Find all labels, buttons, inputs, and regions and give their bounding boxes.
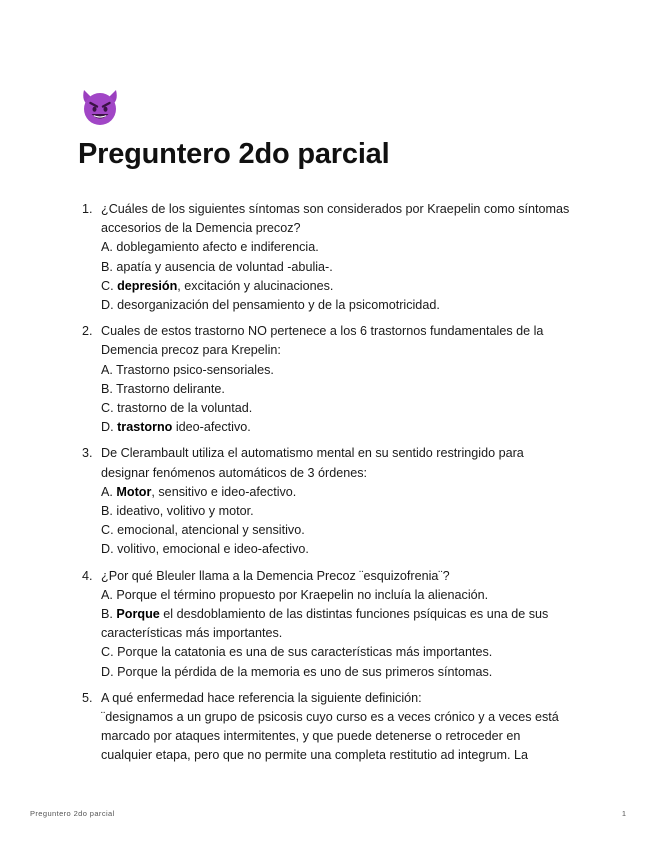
answer-option bbox=[101, 418, 587, 437]
option-bold-word: depresión bbox=[117, 278, 178, 293]
question-text: Demencia precoz para Krepelin: bbox=[101, 343, 281, 358]
question-number: 3. bbox=[82, 446, 93, 461]
option-text: ideo-afectivo. bbox=[172, 420, 251, 435]
answer-option: B. Trastorno delirante. bbox=[101, 381, 225, 396]
question-body bbox=[101, 567, 587, 682]
question-item bbox=[82, 444, 587, 559]
question-item bbox=[82, 322, 587, 437]
answer-option: C. emocional, atencional y sensitivo. bbox=[101, 523, 305, 538]
question-text: designar fenómenos automáticos de 3 órdenes: bbox=[101, 465, 368, 480]
question-number: 5. bbox=[82, 690, 93, 705]
answer-option: D. volitivo, emocional e ideo-afectivo. bbox=[101, 542, 309, 557]
option-bold-word: Porque bbox=[116, 607, 160, 622]
question-body bbox=[101, 200, 587, 315]
question-text: accesorios de la Demencia precoz? bbox=[101, 221, 301, 236]
option-prefix: C. bbox=[101, 278, 118, 293]
question-item bbox=[82, 567, 587, 682]
option-text: , excitación y alucinaciones. bbox=[177, 278, 334, 293]
answer-option: B. apatía y ausencia de voluntad -abulia-. bbox=[101, 259, 333, 274]
question-text: ¿Por qué Bleuler llama a la Demencia Precoz ¨esquizofrenia¨? bbox=[101, 568, 450, 583]
answer-option: A. doblegamiento afecto e indiferencia. bbox=[101, 240, 319, 255]
question-body bbox=[101, 689, 587, 766]
question-text: De Clerambault utiliza el automatismo mental en su sentido restringido para bbox=[101, 446, 524, 461]
answer-option: D. desorganización del pensamiento y de la psicomotricidad. bbox=[101, 298, 440, 313]
answer-option: C. Porque la catatonia es una de sus características más importantes. bbox=[101, 645, 493, 660]
option-text: el desdoblamiento de las distintas funciones psíquicas es una de sus bbox=[159, 607, 549, 622]
answer-option: A. Porque el término propuesto por Kraepelin no incluía la alienación. bbox=[101, 587, 489, 602]
answer-option: D. Porque la pérdida de la memoria es uno de sus primeros síntomas. bbox=[101, 664, 493, 679]
question-text: ¿Cuáles de los siguientes síntomas son considerados por Kraepelin como síntomas bbox=[101, 202, 570, 216]
footer-title: Preguntero 2do parcial bbox=[30, 809, 115, 818]
question-text: cualquier etapa, pero que no permite una completa restitutio ad integrum. La bbox=[101, 748, 529, 763]
question-text: marcado por ataques intermitentes, y que puede detenerse o retroceder en bbox=[101, 729, 521, 744]
answer-option bbox=[101, 605, 587, 624]
question-body bbox=[101, 444, 587, 559]
option-bold-word: trastorno bbox=[117, 420, 173, 435]
smiling-imp-emoji-icon bbox=[78, 84, 122, 128]
answer-option bbox=[101, 277, 587, 296]
option-prefix: B. bbox=[101, 607, 117, 622]
answer-option: C. trastorno de la voluntad. bbox=[101, 401, 253, 416]
answer-option: B. ideativo, volitivo y motor. bbox=[101, 504, 254, 519]
page-title: Preguntero 2do parcial bbox=[78, 138, 390, 170]
answer-option: características más importantes. bbox=[101, 626, 283, 641]
question-text: Cuales de estos trastorno NO pertenece a los 6 trastornos fundamentales de la bbox=[101, 324, 544, 339]
question-list bbox=[82, 200, 587, 773]
answer-option: A. Trastorno psico-sensoriales. bbox=[101, 362, 274, 377]
question-text: ¨designamos a un grupo de psicosis cuyo curso es a veces crónico y a veces está bbox=[101, 710, 559, 725]
question-number: 4. bbox=[82, 568, 93, 583]
option-text: , sensitivo e ideo-afectivo. bbox=[151, 484, 297, 499]
question-body bbox=[101, 322, 587, 437]
option-prefix: A. bbox=[101, 484, 117, 499]
footer-page-number: 1 bbox=[621, 809, 626, 818]
question-item bbox=[82, 200, 587, 315]
answer-option bbox=[101, 483, 587, 502]
question-number: 2. bbox=[82, 324, 93, 339]
option-prefix: D. bbox=[101, 420, 118, 435]
question-number: 1. bbox=[82, 202, 93, 216]
question-text: A qué enfermedad hace referencia la siguiente definición: bbox=[101, 690, 422, 705]
option-bold-word: Motor bbox=[116, 484, 152, 499]
question-item bbox=[82, 689, 587, 766]
